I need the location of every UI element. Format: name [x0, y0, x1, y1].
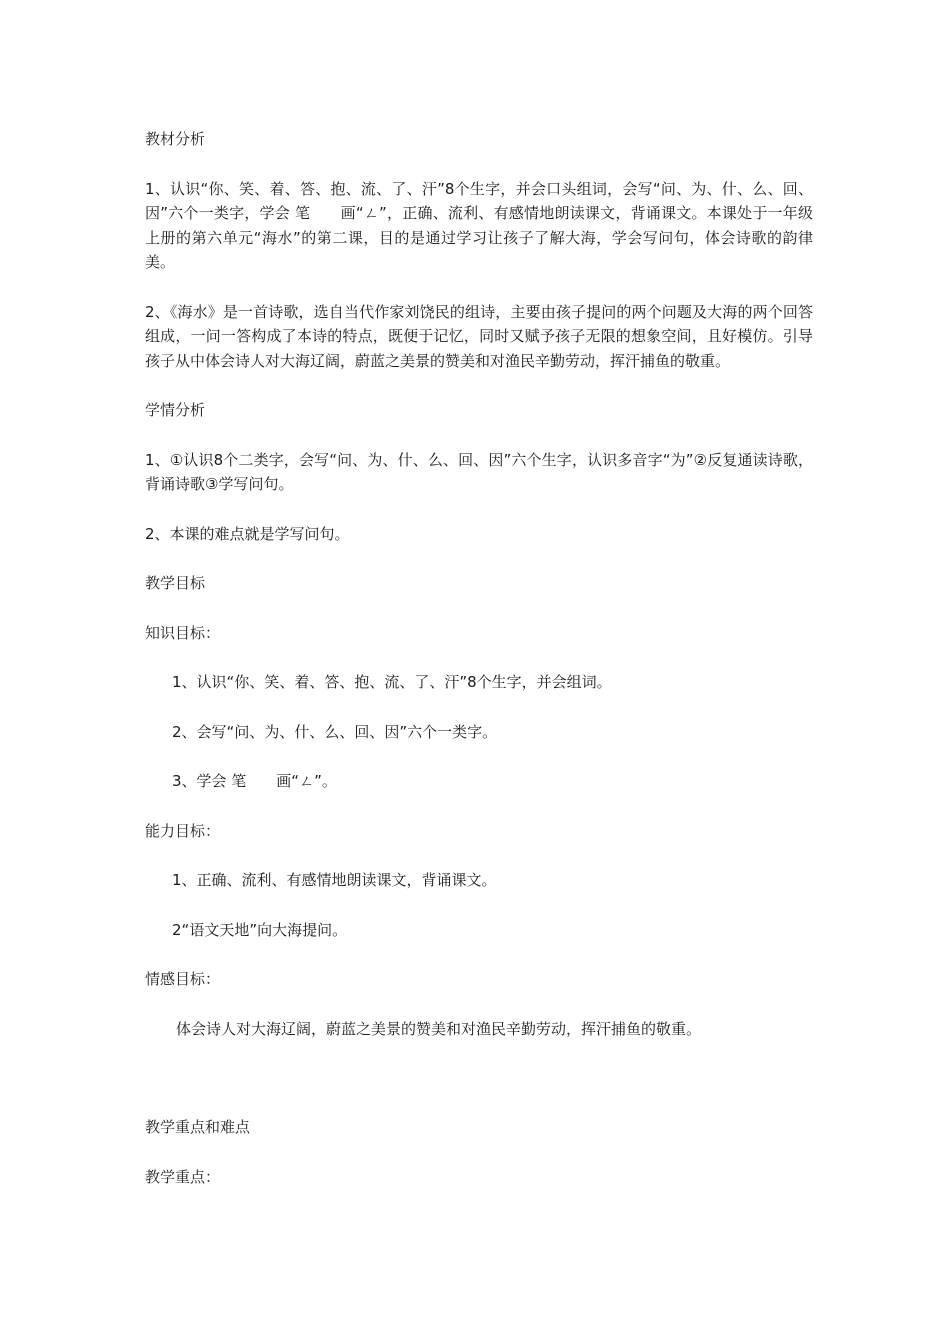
blank-spacer — [145, 1066, 813, 1115]
textbook-analysis-heading: 教材分析 — [145, 130, 206, 148]
knowledge-goal-item: 1、认识“你、笑、着、答、抱、流、了、汗”8个生字，并会组词。 — [172, 673, 612, 691]
teaching-goals-heading: 教学目标 — [145, 574, 206, 592]
textbook-analysis-paragraph-1: 1、认识“你、笑、着、答、抱、流、了、汗”8个生字，并会口头组词，会写“问、为、什、么、回、因”六个一类字，学会 笔 画“ㄥ”，正确、流利、有感情地朗读课文，背诵课文。本课处于一年级上册的第六单元“海水”的第二课，目的是通过学习让孩子了解大海，学会写问句，体会诗歌的韵律美。 — [145, 179, 813, 271]
learning-analysis-paragraph-2: 2、本课的难点就是学写问句。 — [145, 524, 350, 543]
learning-analysis-heading: 学情分析 — [145, 401, 206, 419]
learning-analysis-paragraph-1: 1、①认识8个二类字，会写“问、为、什、么、回、因”六个生字，认识多音字“为”②反复通读诗歌，背诵诗歌③学写问句。 — [145, 450, 813, 493]
focus-difficulty-heading: 教学重点和难点 — [145, 1118, 251, 1136]
ability-goal-item: 2“语文天地”向大海提问。 — [172, 920, 348, 939]
emotion-goals-heading: 情感目标： — [145, 970, 221, 988]
knowledge-goals-heading: 知识目标： — [145, 623, 221, 642]
knowledge-goal-item: 3、学会 笔 画“ㄥ”。 — [172, 772, 337, 790]
knowledge-goal-item: 2、会写“问、为、什、么、回、因”六个一类字。 — [172, 722, 498, 741]
document-page — [145, 127, 813, 1214]
textbook-analysis-paragraph-2: 2、《海水》是一首诗歌，选自当代作家刘饶民的组诗，主要由孩子提问的两个问题及大海的两个回答组成，一问一答构成了本诗的特点，既便于记忆，同时又赋予孩子无限的想象空间，且好模仿。引导孩子从中体会诗人对大海辽阔，蔚蓝之美景的赞美和对渔民辛勤劳动，挥汗捕鱼的敬重。 — [145, 302, 813, 370]
ability-goals-heading: 能力目标： — [145, 821, 221, 840]
emotion-goal-text: 体会诗人对大海辽阔，蔚蓝之美景的赞美和对渔民辛勤劳动，挥汗捕鱼的敬重。 — [176, 1019, 702, 1038]
teaching-focus-heading: 教学重点： — [145, 1167, 221, 1186]
ability-goal-item: 1、正确、流利、有感情地朗读课文，背诵课文。 — [172, 871, 497, 889]
